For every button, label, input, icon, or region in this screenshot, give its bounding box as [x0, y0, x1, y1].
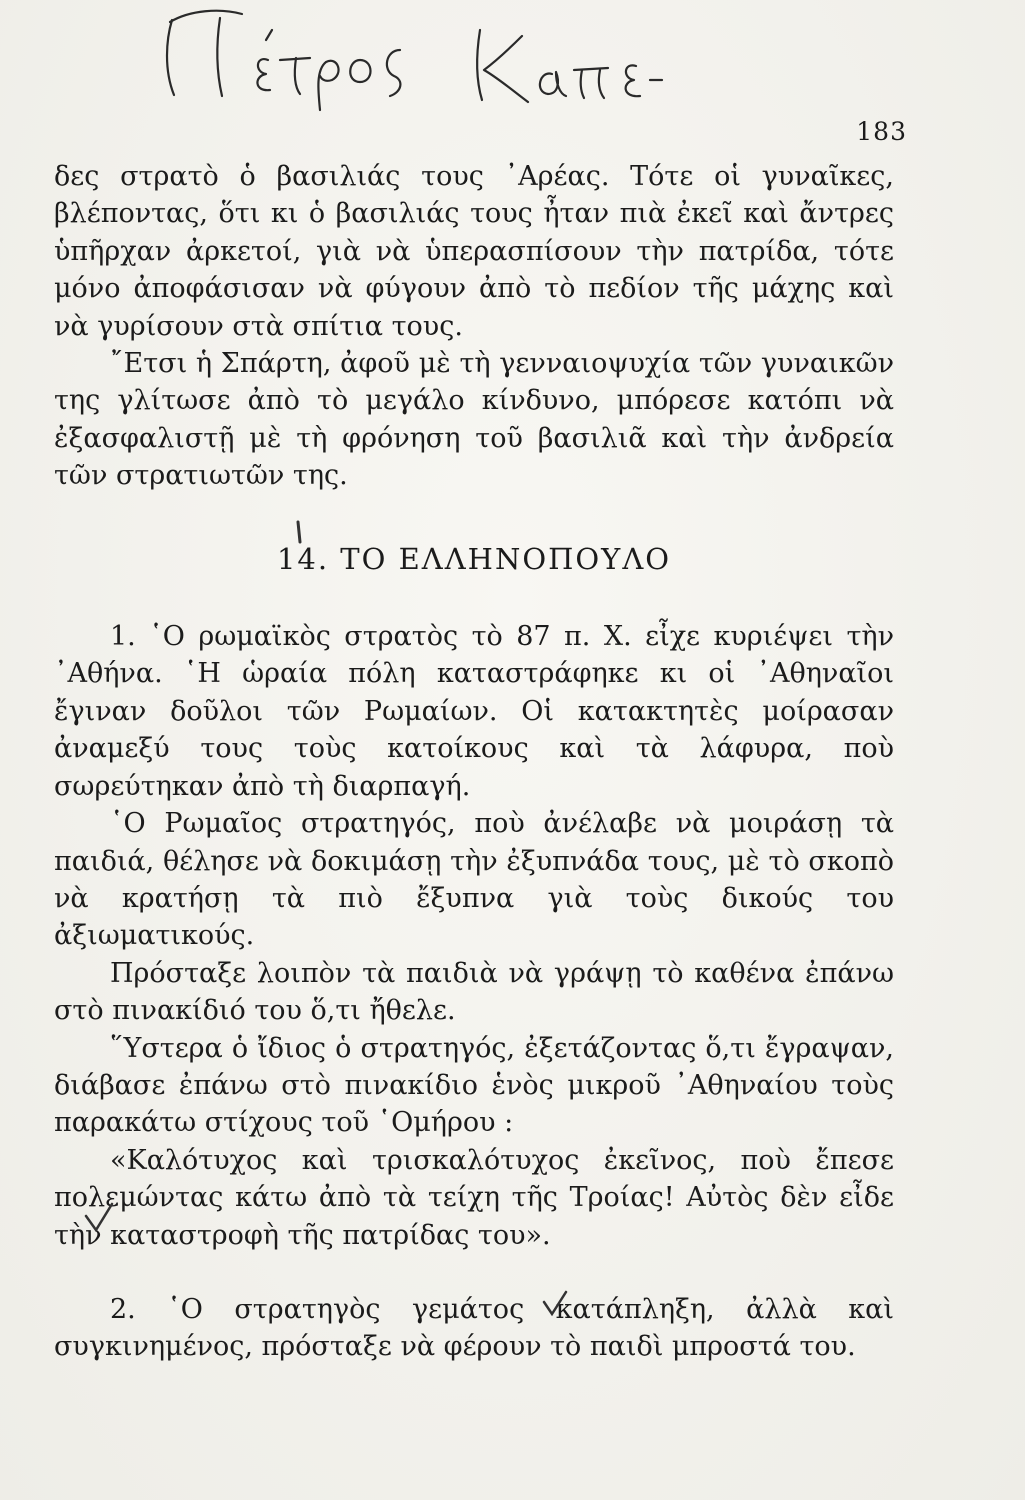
paragraph: 2. ῾Ο στρατηγὸς γεμάτος κατάπληξη, ἀλλὰ καὶ συγκινημένος, πρόσταξε νὰ φέρουν τὸ παιδὶ μπροστά του. — [54, 1293, 894, 1363]
paragraph: ῎Ετσι ἡ Σπάρτη, ἀφοῦ μὲ τὴ γενναιοψυχία τῶν γυναικῶν της γλίτωσε ἀπὸ τὸ μεγάλο κίνδυνο, μπόρεσε κατόπι νὰ ἐξασφαλιστῇ μὲ τὴ φρόνηση τοῦ βασιλιᾶ καὶ τὴν ἀνδρεία τῶν στρατιωτῶν της. — [54, 348, 894, 492]
paragraph-gap — [54, 1254, 894, 1291]
handwriting-svg — [150, 0, 670, 125]
chapter-title: 14. ΤΟ ΕΛΛΗΝΟΠΟΥΛΟ — [276, 541, 672, 576]
paragraph: Πρόσταξε λοιπὸν τὰ παιδιὰ νὰ γράψῃ τὸ καθένα ἐπάνω στὸ πινακίδιό του ὅ,τι ἤθελε. — [54, 957, 894, 1027]
paragraph: ῾Ο Ρωμαῖος στρατηγός, ποὺ ἀνέλαβε νὰ μοιράσῃ τὰ παιδιά, θέλησε νὰ δοκιμάσῃ τὴν ἐξυπνάδα τους, μὲ τὸ σκοπὸ νὰ κρατήσῃ τὰ πιὸ ἔξυπνα γιὰ τοὺς δικούς του ἀξιωματικούς. — [54, 808, 894, 952]
main-text — [54, 158, 894, 1366]
handwritten-name-signature — [150, 0, 670, 125]
pencil-tick-mark-icon — [292, 520, 306, 546]
pencil-check-mark-icon — [80, 1200, 120, 1240]
pencil-check-mark-icon — [540, 1288, 570, 1318]
paragraph: 1. ῾Ο ρωμαϊκὸς στρατὸς τὸ 87 π. Χ. εἶχε κυριέψει τὴν ᾿Αθήνα. ῾Η ὡραία πόλη καταστράφηκε κι οἱ ᾿Αθηναῖοι ἔγιναν δοῦλοι τῶν Ρωμαίων. Οἱ κατακτητὲς μοίρασαν ἀναμεξύ τους τοὺς κατοίκους καὶ τὰ λάφυρα, ποὺ σωρεύτηκαν ἀπὸ τὴ διαρπαγή. — [54, 621, 894, 802]
paragraph: δες στρατὸ ὁ βασιλιάς τους ᾿Αρέας. Τότε οἱ γυναῖκες, βλέποντας, ὅτι κι ὁ βασιλιάς τους ἦταν πιὰ ἐκεῖ καὶ ἄντρες ὑπῆρχαν ἀρκετοί, γιὰ νὰ ὑπερασπίσουν τὴν πατρίδα, τότε μόνο ἀποφάσισαν νὰ φύγουν ἀπὸ τὸ πεδίον τῆς μάχης καὶ νὰ γυρίσουν στὰ σπίτια τους. — [54, 161, 894, 342]
page-number: 183 — [856, 117, 907, 146]
quotation-paragraph: «Καλότυχος καὶ τρισκαλότυχος ἐκεῖνος, ποὺ ἔπεσε πολεμώντας κάτω ἀπὸ τὰ τείχη τῆς Τροίας! Αὐτὸς δὲν εἶδε τὴν καταστροφὴ τῆς πατρίδας του». — [54, 1144, 894, 1251]
paragraph: ῞Υστερα ὁ ἴδιος ὁ στρατηγός, ἐξετάζοντας ὅ,τι ἔγραψαν, διάβασε ἐπάνω στὸ πινακίδιο ἑνὸς μικροῦ ᾿Αθηναίου τοὺς παρακάτω στίχους τοῦ ῾Ομήρου : — [54, 1032, 894, 1139]
